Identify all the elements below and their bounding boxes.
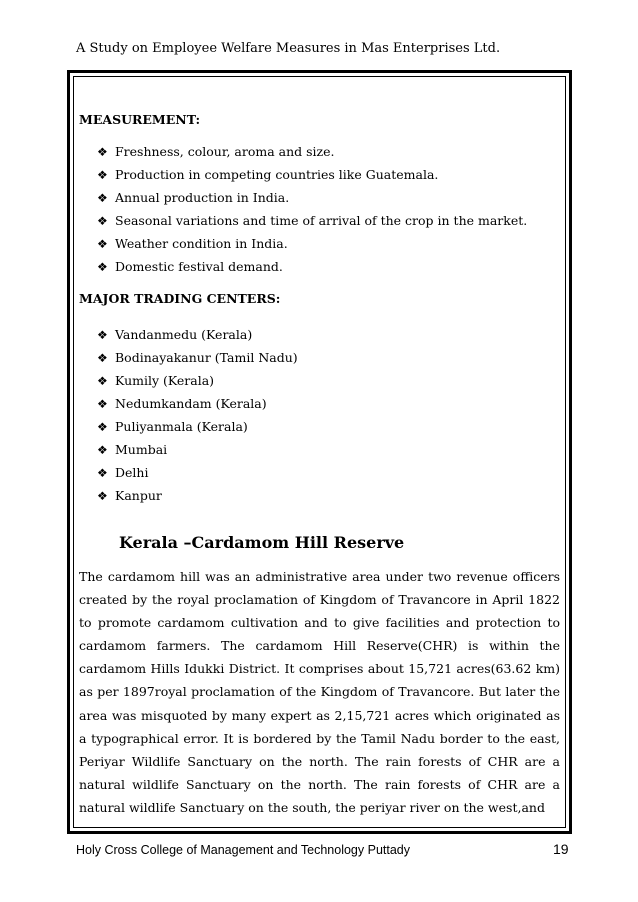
diamond-bullet-icon: ❖ [97, 144, 108, 159]
diamond-bullet-icon: ❖ [97, 190, 108, 205]
footer-institution: Holy Cross College of Management and Technology Puttady [76, 843, 410, 857]
trading-centers-heading: MAJOR TRADING CENTERS: [79, 291, 281, 306]
diamond-bullet-icon: ❖ [97, 442, 108, 457]
list-item: ❖ Annual production in India. [97, 190, 290, 205]
diamond-bullet-icon: ❖ [97, 213, 108, 228]
page-header: A Study on Employee Welfare Measures in Mas Enterprises Ltd. [76, 41, 501, 56]
list-item: ❖ Kanpur [97, 488, 162, 503]
list-item: ❖ Production in competing countries like Guatemala. [97, 167, 439, 182]
diamond-bullet-icon: ❖ [97, 488, 108, 503]
list-item: ❖ Delhi [97, 465, 149, 480]
list-item: ❖ Kumily (Kerala) [97, 373, 215, 388]
body-paragraph: The cardamom hill was an administrative area under two revenue officers created by the royal proclamation of Kingdom of Travancore in April 1822 to promote cardamom cultivation and to give facilities and protection to cardamom farmers. The cardamom Hill Reserve(CHR) is within the cardamom Hills Idukki District. It comprises about 15,721 acres(63.62 km) as per 1897royal proclamation of the Kingdom of Travancore. But later the area was misquoted by many expert as 2,15,721 acres which originated as a typographical error. It is bordered by the Tamil Nadu border to the east, Periyar Wildlife Sanctuary on the north. The rain forests of CHR are a natural wildlife Sanctuary on the north. The rain forests of CHR are a natural wildlife Sanctuary on the south, the periyar river on the west,and [79, 569, 560, 815]
diamond-bullet-icon: ❖ [97, 236, 108, 251]
diamond-bullet-icon: ❖ [97, 465, 108, 480]
list-item: ❖ Domestic festival demand. [97, 259, 283, 274]
list-item: ❖ Vandanmedu (Kerala) [97, 327, 253, 342]
list-item: ❖ Puliyanmala (Kerala) [97, 419, 248, 434]
diamond-bullet-icon: ❖ [97, 327, 108, 342]
list-item: ❖ Weather condition in India. [97, 236, 288, 251]
diamond-bullet-icon: ❖ [97, 419, 108, 434]
measurement-heading: MEASUREMENT: [79, 112, 201, 127]
list-item: ❖ Freshness, colour, aroma and size. [97, 144, 335, 159]
diamond-bullet-icon: ❖ [97, 167, 108, 182]
diamond-bullet-icon: ❖ [97, 396, 108, 411]
diamond-bullet-icon: ❖ [97, 259, 108, 274]
measurement-list [97, 140, 527, 278]
section-title: Kerala –Cardamom Hill Reserve [119, 533, 405, 552]
list-item: ❖ Nedumkandam (Kerala) [97, 396, 267, 411]
diamond-bullet-icon: ❖ [97, 373, 108, 388]
page-number: 19 [553, 841, 569, 857]
list-item: ❖ Seasonal variations and time of arrival of the crop in the market. [97, 213, 528, 228]
list-item: ❖ Mumbai [97, 442, 168, 457]
trading-centers-list [97, 323, 298, 507]
diamond-bullet-icon: ❖ [97, 350, 108, 365]
list-item: ❖ Bodinayakanur (Tamil Nadu) [97, 350, 298, 365]
